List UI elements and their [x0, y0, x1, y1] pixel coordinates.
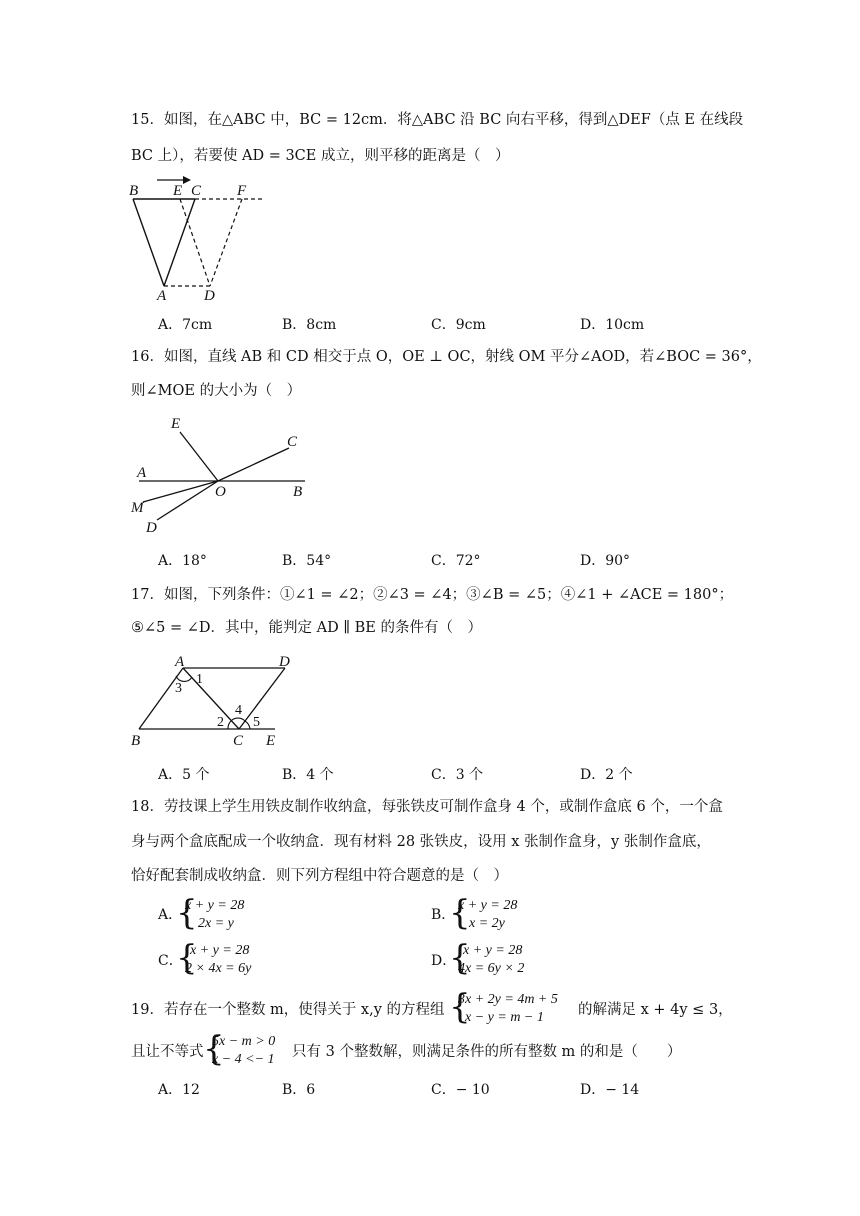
q17-figure: [125, 648, 295, 753]
q19-option-b[interactable]: B．6: [282, 1082, 316, 1098]
q19-equation-system: [449, 987, 584, 1027]
q18-option-a-system[interactable]: [176, 893, 266, 933]
q18-option-d-system[interactable]: [449, 938, 549, 978]
q16-option-a[interactable]: A．18°: [158, 553, 207, 569]
brace-icon: {: [203, 1029, 225, 1069]
brace-icon: {: [176, 893, 198, 933]
q15-figure: [125, 168, 275, 308]
q17-angle-3: 3: [175, 681, 182, 696]
q16-label-M: M: [131, 500, 144, 516]
q15-option-b[interactable]: B．8cm: [282, 317, 337, 333]
q19-text-line2a: 且让不等式: [131, 1044, 204, 1060]
q15-text-line1: 15．如图，在△ABC 中，BC = 12cm．将△ABC 沿 BC 向右平移，得到△DEF（点 E 在线段: [131, 112, 744, 128]
q19-sys1-eq2: x − y = m − 1: [465, 1010, 544, 1025]
brace-icon: {: [176, 938, 198, 978]
q19-text-line1a: 19．若存在一个整数 m，使得关于 x,y 的方程组: [131, 1002, 445, 1018]
q15-label-B: B: [129, 183, 139, 199]
q17-label-C: C: [233, 733, 244, 749]
q16-option-b[interactable]: B．54°: [282, 553, 332, 569]
q15-label-E: E: [173, 183, 183, 199]
q18-option-c-system[interactable]: [176, 938, 276, 978]
q17-angle-5: 5: [253, 715, 260, 730]
q18-text-line2: 身与两个盒底配成一个收纳盒．现有材料 28 张铁皮，设用 x 张制作盒身，y 张制作盒底，: [131, 834, 711, 850]
q18-option-b-eq2: x = 2y: [469, 916, 505, 931]
q16-option-c[interactable]: C．72°: [431, 553, 481, 569]
q17-text-line1: 17．如图，下列条件：①∠1 = ∠2；②∠3 = ∠4；③∠B = ∠5；④∠1 + ∠ACE = 180°；: [131, 587, 734, 603]
q18-option-a-eq1: x + y = 28: [185, 898, 245, 913]
q19-inequality-system: [203, 1029, 303, 1069]
q16-label-A: A: [137, 465, 147, 481]
brace-icon: {: [449, 987, 471, 1027]
q17-text-line2: ⑤∠5 = ∠D．其中，能判定 AD ∥ BE 的条件有（ ）: [131, 620, 482, 636]
q15-label-C: C: [191, 183, 202, 199]
q15-label-D: D: [204, 288, 215, 304]
q15-option-a[interactable]: A．7cm: [158, 317, 213, 333]
q18-text-line1: 18．劳技课上学生用铁皮制作收纳盒，每张铁皮可制作盒身 4 个，或制作盒底 6 个，一个盒: [131, 799, 723, 815]
q19-option-d[interactable]: D．− 14: [580, 1082, 640, 1098]
q18-option-b-eq1: x + y = 28: [458, 898, 518, 913]
q15-label-A: A: [157, 288, 167, 304]
q16-text-line1: 16．如图，直线 AB 和 CD 相交于点 O，OE ⊥ OC，射线 OM 平分∠AOD，若∠BOC = 36°，: [131, 349, 762, 365]
q19-text-line2b: 只有 3 个整数解，则满足条件的所有整数 m 的和是（ ）: [292, 1044, 682, 1060]
q17-label-A: A: [175, 654, 185, 670]
q18-option-d-label[interactable]: D．: [431, 953, 457, 969]
q18-option-d-eq2: 4x = 6y × 2: [458, 961, 525, 976]
q17-label-D: D: [279, 654, 290, 670]
q18-option-c-label[interactable]: C．: [158, 953, 183, 969]
q16-figure: [125, 408, 325, 538]
brace-icon: {: [449, 938, 471, 978]
q18-option-b-system[interactable]: [449, 893, 539, 933]
q17-option-a[interactable]: A．5 个: [158, 767, 210, 783]
q19-option-c[interactable]: C．− 10: [431, 1082, 490, 1098]
q18-text-line3: 恰好配套制成收纳盒．则下列方程组中符合题意的是（ ）: [131, 868, 508, 884]
q15-option-d[interactable]: D．10cm: [580, 317, 645, 333]
q15-text-line2: BC 上），若要使 AD = 3CE 成立，则平移的距离是（ ）: [131, 148, 510, 164]
q17-angle-4: 4: [235, 703, 242, 718]
q19-text-line1b: 的解满足 x + 4y ≤ 3，: [578, 1002, 733, 1018]
brace-icon: {: [449, 893, 471, 933]
q16-label-D: D: [146, 520, 157, 536]
q17-label-E: E: [266, 733, 276, 749]
q16-text-line2: 则∠MOE 的大小为（ ）: [131, 383, 302, 399]
q17-option-b[interactable]: B．4 个: [282, 767, 334, 783]
q15-option-c[interactable]: C．9cm: [431, 317, 486, 333]
q19-sys1-eq1: 3x + 2y = 4m + 5: [458, 992, 558, 1007]
q18-option-c-eq1: x + y = 28: [190, 943, 250, 958]
q18-option-d-eq1: x + y = 28: [463, 943, 523, 958]
q16-label-O: O: [215, 484, 226, 500]
q15-label-F: F: [237, 183, 247, 199]
q17-label-B: B: [131, 733, 141, 749]
q16-label-C: C: [287, 434, 298, 450]
q17-option-d[interactable]: D．2 个: [580, 767, 633, 783]
q18-option-a-label[interactable]: A．: [158, 907, 183, 923]
q18-option-b-label[interactable]: B．: [431, 907, 456, 923]
q18-option-c-eq2: 2 × 4x = 6y: [185, 961, 252, 976]
q17-angle-1: 1: [196, 672, 203, 687]
q19-option-a[interactable]: A．12: [158, 1082, 200, 1098]
q17-option-c[interactable]: C．3 个: [431, 767, 484, 783]
q19-sys2-eq2: x − 4 <− 1: [212, 1052, 275, 1067]
q16-option-d[interactable]: D．90°: [580, 553, 631, 569]
q16-label-B: B: [293, 484, 303, 500]
q17-angle-2: 2: [217, 715, 224, 730]
q16-label-E: E: [171, 416, 181, 432]
q19-sys2-eq1: 5x − m > 0: [212, 1034, 276, 1049]
q18-option-a-eq2: 2x = y: [198, 916, 234, 931]
